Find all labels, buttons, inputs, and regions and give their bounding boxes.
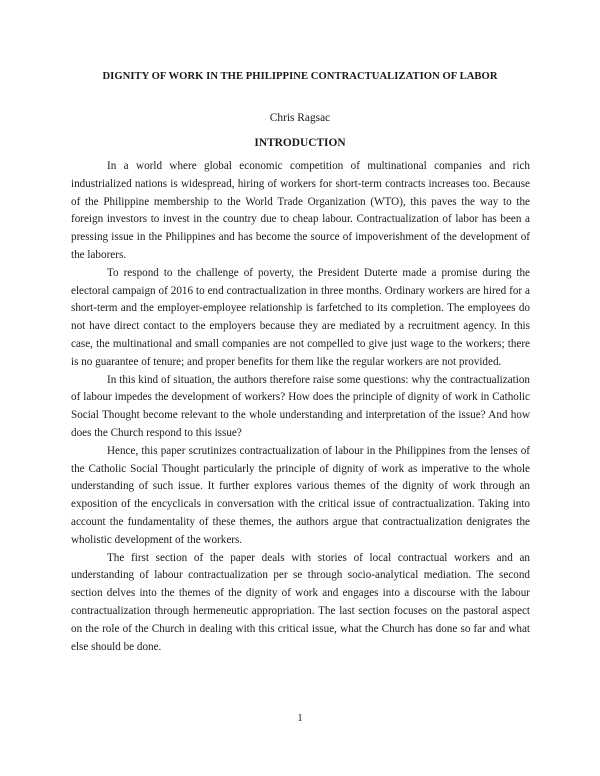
paper-title: DIGNITY OF WORK IN THE PHILIPPINE CONTRACTUALIZATION OF LABOR xyxy=(102,71,498,82)
paragraph: Hence, this paper scrutinizes contractualization of labour in the Philippines from the lenses of the Catholic Social Thought particularly the principle of dignity of work as imperative to the whole understanding of such issue. It further explores various themes of the dignity of work through an exposition of the encyclicals in conversation with the critical issue of contractualization. Taking into account the fundamentality of these themes, the authors argue that contractualization denigrates the wholistic development of the workers. xyxy=(71,444,530,546)
paragraph: To respond to the challenge of poverty, the President Duterte made a promise during the electoral campaign of 2016 to end contractualization in three months. Ordinary workers are hired for a short-term and the employer-employee relationship is farfetched to its completion. The employees do not have direct contact to the employers because they are mediated by a recruitment agency. In this case, the multinational and small companies are not compelled to give just wage to the workers; there is no guarantee of tenure; and proper benefits for them like the regular workers are not provided. xyxy=(71,266,530,368)
paragraph: The first section of the paper deals with stories of local contractual workers and an understanding of labour contractualization per se through socio-analytical mediation. The second section delves into the themes of the dignity of work and engages into a discourse with the labour contractualization through hermeneutic appropriation. The last section focuses on the pastoral aspect on the role of the Church in dealing with this critical issue, what the Church has done so far and what else should be done. xyxy=(71,551,530,653)
page-number: 1 xyxy=(297,713,303,724)
paragraph: In this kind of situation, the authors therefore raise some questions: why the contractualization of labour impedes the development of workers? How does the principle of dignity of work in Catholic Social Thought become relevant to the whole understanding and interpretation of the issue? And how does the Church respond to this issue? xyxy=(71,373,530,439)
paragraph: In a world where global economic competition of multinational companies and rich industrialized nations is widespread, hiring of workers for short-term contracts increases too. Because of the Philippine membership to the World Trade Organization (WTO), this paves the way to the foreign investors to invest in the country due to cheap labour. Contractualization of labor has been a pressing issue in the Philippines and has become the source of impoverishment of the development of the laborers. xyxy=(71,160,530,261)
body-text xyxy=(71,158,530,656)
section-heading: INTRODUCTION xyxy=(254,137,346,149)
author-name: Chris Ragsac xyxy=(269,112,331,124)
